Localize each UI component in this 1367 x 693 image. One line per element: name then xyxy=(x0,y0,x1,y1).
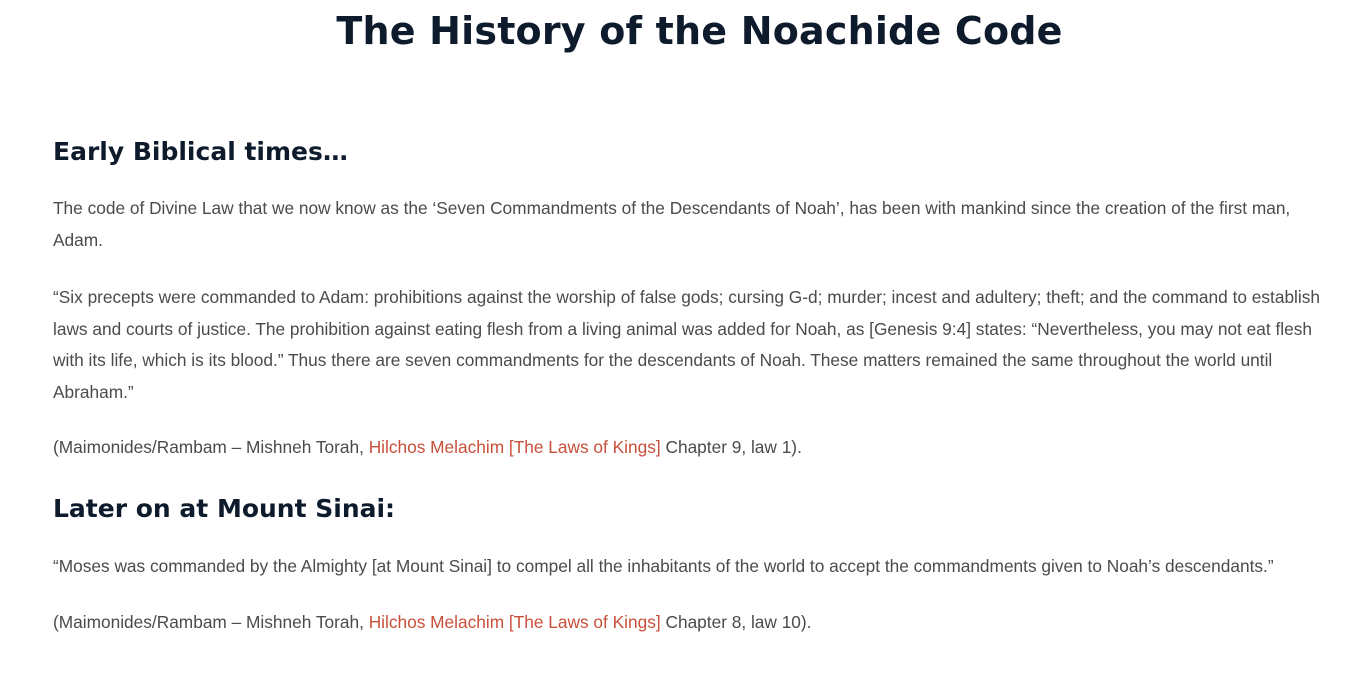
citation-prefix: (Maimonides/Rambam – Mishneh Torah, xyxy=(53,437,369,457)
section-heading-early-biblical: Early Biblical times… xyxy=(53,137,348,166)
citation-chapter-9 xyxy=(53,432,1338,464)
paragraph-moses-quote: “Moses was commanded by the Almighty [at Mount Sinai] to compel all the inhabitants of the world to accept the commandments given to Noah’s descendants.” xyxy=(53,555,1274,576)
citation-prefix: (Maimonides/Rambam – Mishneh Torah, xyxy=(53,612,369,632)
hilchos-melachim-link[interactable]: Hilchos Melachim [The Laws of Kings] xyxy=(368,612,661,632)
article-content xyxy=(53,128,1338,639)
citation-suffix: Chapter 9, law 1). xyxy=(660,437,802,457)
citation-chapter-8 xyxy=(53,607,1338,639)
page-title: The History of the Noachide Code xyxy=(336,9,1063,53)
section-heading-mount-sinai: Later on at Mount Sinai: xyxy=(53,493,396,523)
paragraph-intro: The code of Divine Law that we now know as the ‘Seven Commandments of the Descendants of Noah’, has been with mankind since the creation of the first man, Adam. xyxy=(53,198,1291,250)
hilchos-melachim-link[interactable]: Hilchos Melachim [The Laws of Kings] xyxy=(368,437,661,457)
citation-suffix: Chapter 8, law 10). xyxy=(660,612,812,632)
paragraph-six-precepts-quote: “Six precepts were commanded to Adam: prohibitions against the worship of false gods; cursing G-d; murder; incest and adultery; theft; and the command to establish laws and courts of justice. The prohibition against eating flesh from a living animal was added for Noah, as [Genesis 9:4] states: “Nevertheless, you may not eat flesh with its life, which is its blood.” Thus there are seven commandments for the descendants of Noah. These matters remained the same throughout the world until Abraham.” xyxy=(53,287,1320,402)
